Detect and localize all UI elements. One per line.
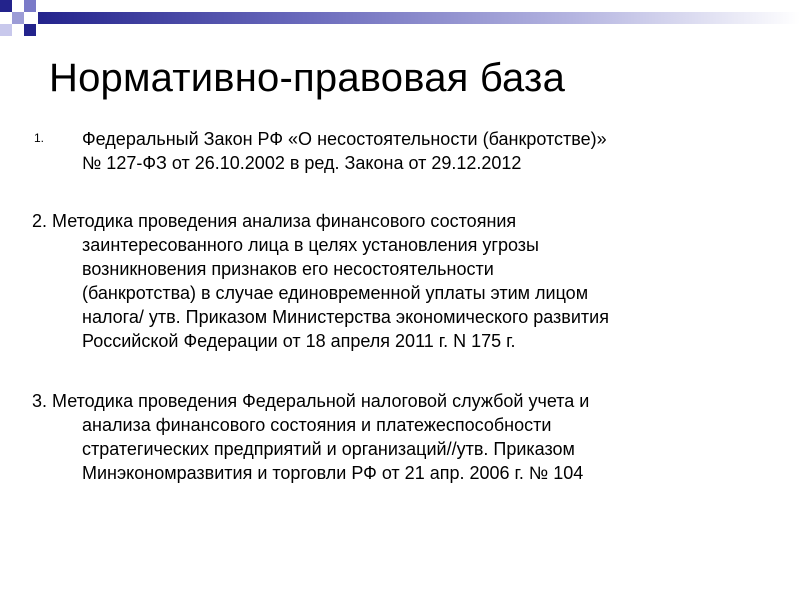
text-line: анализа финансового состояния и платежеспособности (82, 415, 552, 435)
list-item (32, 389, 772, 485)
list-item-number: 1. (34, 131, 45, 145)
text-line: № 127-ФЗ от 26.10.2002 в ред. Закона от 29.12.2012 (82, 153, 522, 173)
text-line: заинтересованного лица в целях установления угрозы (82, 235, 539, 255)
slide-title: Нормативно-правовая база (49, 56, 566, 100)
text-line: 3. Методика проведения Федеральной налоговой службой учета и (32, 391, 590, 411)
text-line: Минэкономразвития и торговли РФ от 21 апр. 2006 г. № 104 (82, 463, 584, 483)
list-item (32, 209, 772, 353)
text-line: возникновения признаков его несостоятельности (82, 259, 494, 279)
text-line: стратегических предприятий и организаций//утв. Приказом (82, 439, 575, 459)
text-line: Федеральный Закон РФ «О несостоятельности (банкротстве)» (82, 129, 607, 149)
text-line: налога/ утв. Приказом Министерства экономического развития (82, 307, 609, 327)
list-item-text (82, 127, 762, 175)
text-line: Российской Федерации от 18 апреля 2011 г. N 175 г. (82, 331, 516, 351)
text-line: 2. Методика проведения анализа финансового состояния (32, 211, 517, 231)
text-line: (банкротства) в случае единовременной уплаты этим лицом (82, 283, 589, 303)
